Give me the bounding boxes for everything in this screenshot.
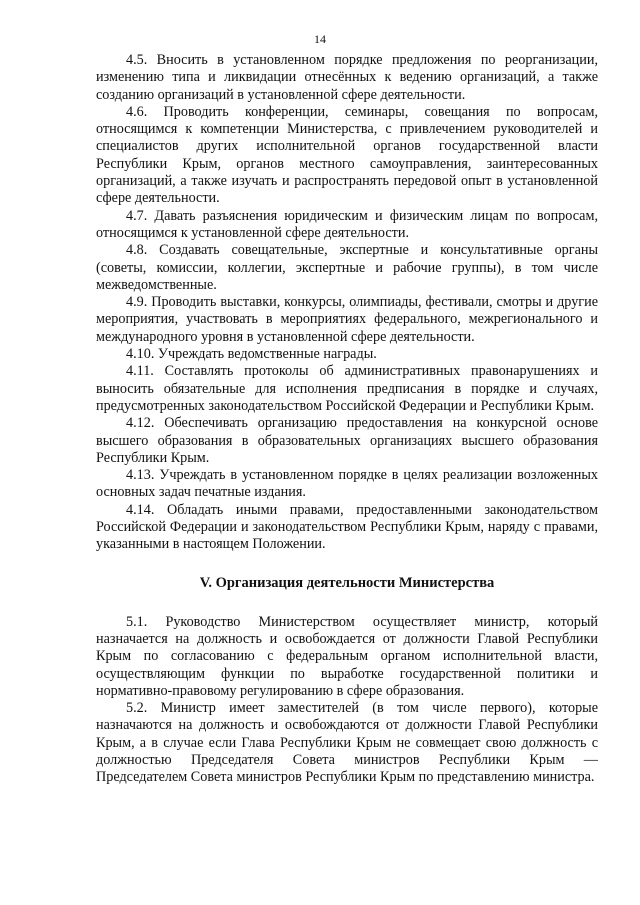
section-heading: V. Организация деятельности Министерства <box>199 574 495 591</box>
page-number: 14 <box>314 32 326 46</box>
paragraph-5-1: 5.1. Руководство Министерством осуществляет министр, который назначается на должность и освобождается от должности Главой Республики Крым по согласованию с федеральным органом исполнительной власти, осуществляющим функции по выработке государственной политики и нормативно-правовому регулированию в сфере образования. <box>96 613 598 699</box>
paragraph-4-5: 4.5. Вносить в установленном порядке предложения по реорганизации, изменению типа и ликвидации отнесённых к ведению организаций, а также созданию организаций в установленной сфере деятельности. <box>96 52 598 103</box>
paragraph-4-7: 4.7. Давать разъяснения юридическим и физическим лицам по вопросам, относящимся к установленной сфере деятельности. <box>96 207 598 241</box>
paragraph-5-2: 5.2. Министр имеет заместителей (в том числе первого), которые назначаются на должность и освобождаются от должности Главой Республики Крым, а в случае если Глава Республики Крым не совмещает свою должность с должностью Председателя Совета министров Республики Крым — Председателем Совета министров Республики Крым по представлению министра. <box>96 700 598 786</box>
paragraph-4-14: 4.14. Обладать иными правами, предоставленными законодательством Российской Федерации и законодательством Республики Крым, наряду с правами, указанными в настоящем Положении. <box>96 501 598 553</box>
paragraph-4-11: 4.11. Составлять протоколы об административных правонарушениях и выносить обязательные для исполнения предписания в порядке и случаях, предусмотренных законодательством Российской Федерации и Республики Крым. <box>96 363 598 414</box>
paragraph-4-9: 4.9. Проводить выставки, конкурсы, олимпиады, фестивали, смотры и другие мероприятия, участвовать в мероприятиях федерального, межрегионального и международного уровня в установленной сфере деятельности. <box>96 294 598 345</box>
document-body <box>96 52 598 787</box>
paragraph-4-6: 4.6. Проводить конференции, семинары, совещания по вопросам, относящимся к компетенции Министерства, с привлечением руководителей и специалистов других исполнительной органов государственной власти Республики Крым, органов местного самоуправления, заинтересованных организаций, а также изучать и распространять передовой опыт в установленной сфере деятельности. <box>96 103 598 207</box>
paragraph-4-12: 4.12. Обеспечивать организацию предоставления на конкурсной основе высшего образования в образовательных организациях высшего образования Республики Крым. <box>96 415 598 466</box>
paragraph-4-8: 4.8. Создавать совещательные, экспертные и консультативные органы (советы, комиссии, коллегии, экспертные и рабочие группы), в том числе межведомственные. <box>96 242 598 293</box>
paragraph-4-10: 4.10. Учреждать ведомственные награды. <box>126 346 377 363</box>
paragraph-4-13: 4.13. Учреждать в установленном порядке в целях реализации возложенных основных задач печатные издания. <box>96 467 598 501</box>
